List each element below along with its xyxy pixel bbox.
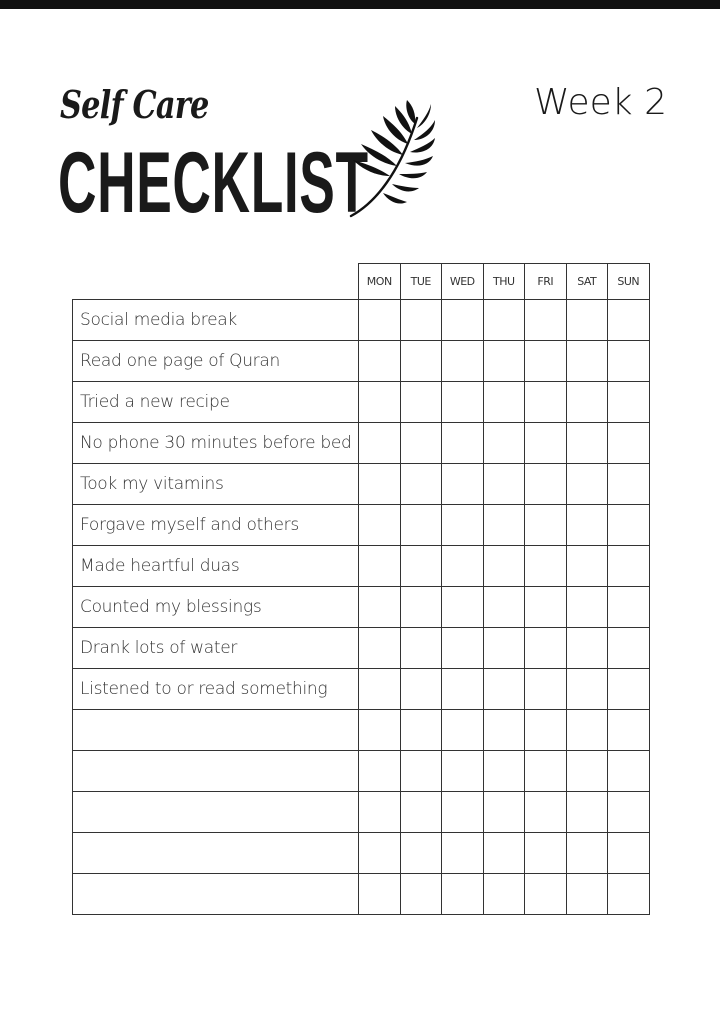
checkbox-sun[interactable]	[608, 751, 650, 792]
checkbox-sat[interactable]	[566, 874, 608, 915]
checkbox-mon[interactable]	[359, 587, 401, 628]
checkbox-fri[interactable]	[525, 341, 567, 382]
checkbox-fri[interactable]	[525, 751, 567, 792]
checkbox-thu[interactable]	[483, 710, 525, 751]
checkbox-thu[interactable]	[483, 669, 525, 710]
table-row	[73, 669, 650, 710]
table-row	[73, 833, 650, 874]
checkbox-wed[interactable]	[442, 423, 484, 464]
day-header-mon: MON	[359, 264, 401, 300]
checkbox-wed[interactable]	[442, 546, 484, 587]
checkbox-tue[interactable]	[400, 300, 442, 341]
checkbox-fri[interactable]	[525, 710, 567, 751]
day-header-tue: TUE	[400, 264, 442, 300]
checkbox-sat[interactable]	[566, 710, 608, 751]
checkbox-sat[interactable]	[566, 423, 608, 464]
checkbox-wed[interactable]	[442, 669, 484, 710]
checkbox-wed[interactable]	[442, 587, 484, 628]
checkbox-sat[interactable]	[566, 546, 608, 587]
checkbox-sun[interactable]	[608, 423, 650, 464]
checkbox-tue[interactable]	[400, 833, 442, 874]
checkbox-wed[interactable]	[442, 874, 484, 915]
checkbox-thu[interactable]	[483, 546, 525, 587]
checkbox-tue[interactable]	[400, 423, 442, 464]
checkbox-sat[interactable]	[566, 341, 608, 382]
checkbox-wed[interactable]	[442, 710, 484, 751]
checkbox-tue[interactable]	[400, 751, 442, 792]
checkbox-mon[interactable]	[359, 833, 401, 874]
checkbox-tue[interactable]	[400, 710, 442, 751]
checkbox-mon[interactable]	[359, 874, 401, 915]
checkbox-sat[interactable]	[566, 669, 608, 710]
checkbox-sun[interactable]	[608, 382, 650, 423]
task-label[interactable]: Counted my blessings	[73, 587, 359, 628]
checkbox-sat[interactable]	[566, 628, 608, 669]
task-label[interactable]: Took my vitamins	[73, 464, 359, 505]
checkbox-wed[interactable]	[442, 505, 484, 546]
checkbox-fri[interactable]	[525, 628, 567, 669]
task-label[interactable]	[73, 874, 359, 915]
checkbox-fri[interactable]	[525, 423, 567, 464]
checkbox-sat[interactable]	[566, 587, 608, 628]
checkbox-sat[interactable]	[566, 505, 608, 546]
table-row	[73, 300, 650, 341]
checkbox-fri[interactable]	[525, 669, 567, 710]
task-label[interactable]: Listened to or read something	[73, 669, 359, 710]
checkbox-mon[interactable]	[359, 751, 401, 792]
checkbox-mon[interactable]	[359, 423, 401, 464]
day-header-sat: SAT	[566, 264, 608, 300]
palm-leaf-icon	[345, 98, 435, 223]
checkbox-sat[interactable]	[566, 300, 608, 341]
checkbox-wed[interactable]	[442, 382, 484, 423]
task-label[interactable]: Social media break	[73, 300, 359, 341]
checkbox-sun[interactable]	[608, 669, 650, 710]
checkbox-tue[interactable]	[400, 669, 442, 710]
checklist-table	[72, 263, 650, 915]
task-label[interactable]: Drank lots of water	[73, 628, 359, 669]
checkbox-tue[interactable]	[400, 505, 442, 546]
checkbox-wed[interactable]	[442, 628, 484, 669]
checkbox-sun[interactable]	[608, 505, 650, 546]
task-label[interactable]	[73, 751, 359, 792]
checkbox-mon[interactable]	[359, 546, 401, 587]
table-row	[73, 423, 650, 464]
checkbox-fri[interactable]	[525, 546, 567, 587]
task-label[interactable]: Made heartful duas	[73, 546, 359, 587]
checkbox-wed[interactable]	[442, 792, 484, 833]
checkbox-thu[interactable]	[483, 874, 525, 915]
task-label[interactable]	[73, 792, 359, 833]
checkbox-sun[interactable]	[608, 874, 650, 915]
checkbox-fri[interactable]	[525, 792, 567, 833]
checkbox-thu[interactable]	[483, 341, 525, 382]
task-label[interactable]: No phone 30 minutes before bed	[73, 423, 359, 464]
checkbox-thu[interactable]	[483, 792, 525, 833]
checkbox-wed[interactable]	[442, 300, 484, 341]
checkbox-sun[interactable]	[608, 300, 650, 341]
checkbox-sun[interactable]	[608, 792, 650, 833]
checkbox-sun[interactable]	[608, 628, 650, 669]
checkbox-thu[interactable]	[483, 382, 525, 423]
checkbox-thu[interactable]	[483, 751, 525, 792]
checkbox-wed[interactable]	[442, 464, 484, 505]
checkbox-mon[interactable]	[359, 464, 401, 505]
day-header-thu: THU	[483, 264, 525, 300]
checkbox-tue[interactable]	[400, 628, 442, 669]
table-row	[73, 382, 650, 423]
table-row	[73, 464, 650, 505]
checkbox-mon[interactable]	[359, 628, 401, 669]
checkbox-sat[interactable]	[566, 382, 608, 423]
checkbox-sat[interactable]	[566, 833, 608, 874]
main-title: CHECKLIST	[58, 135, 369, 231]
checkbox-mon[interactable]	[359, 792, 401, 833]
checkbox-thu[interactable]	[483, 464, 525, 505]
day-header-wed: WED	[442, 264, 484, 300]
task-label[interactable]: Tried a new recipe	[73, 382, 359, 423]
checkbox-mon[interactable]	[359, 710, 401, 751]
week-label: Week 2	[534, 82, 667, 123]
script-title: Self Care	[60, 82, 209, 127]
task-list	[73, 300, 650, 915]
checkbox-fri[interactable]	[525, 505, 567, 546]
checkbox-mon[interactable]	[359, 505, 401, 546]
task-label[interactable]	[73, 710, 359, 751]
task-label[interactable]: Read one page of Quran	[73, 341, 359, 382]
table-row	[73, 505, 650, 546]
checkbox-thu[interactable]	[483, 587, 525, 628]
checkbox-tue[interactable]	[400, 792, 442, 833]
task-label[interactable]	[73, 833, 359, 874]
checkbox-sun[interactable]	[608, 341, 650, 382]
checkbox-wed[interactable]	[442, 833, 484, 874]
checkbox-thu[interactable]	[483, 628, 525, 669]
table-row	[73, 751, 650, 792]
checkbox-fri[interactable]	[525, 382, 567, 423]
checkbox-sun[interactable]	[608, 546, 650, 587]
checkbox-mon[interactable]	[359, 300, 401, 341]
table-row	[73, 587, 650, 628]
table-row	[73, 874, 650, 915]
checkbox-sun[interactable]	[608, 464, 650, 505]
checkbox-sun[interactable]	[608, 587, 650, 628]
checkbox-thu[interactable]	[483, 300, 525, 341]
checkbox-sun[interactable]	[608, 833, 650, 874]
table-row	[73, 710, 650, 751]
table-row	[73, 628, 650, 669]
checkbox-mon[interactable]	[359, 382, 401, 423]
checkbox-wed[interactable]	[442, 341, 484, 382]
checkbox-mon[interactable]	[359, 341, 401, 382]
checkbox-fri[interactable]	[525, 833, 567, 874]
checkbox-tue[interactable]	[400, 341, 442, 382]
checkbox-thu[interactable]	[483, 505, 525, 546]
checkbox-fri[interactable]	[525, 464, 567, 505]
task-label[interactable]: Forgave myself and others	[73, 505, 359, 546]
checkbox-tue[interactable]	[400, 464, 442, 505]
checkbox-sat[interactable]	[566, 464, 608, 505]
checkbox-fri[interactable]	[525, 300, 567, 341]
checkbox-tue[interactable]	[400, 546, 442, 587]
checkbox-sun[interactable]	[608, 710, 650, 751]
day-header-sun: SUN	[608, 264, 650, 300]
checkbox-mon[interactable]	[359, 669, 401, 710]
checkbox-tue[interactable]	[400, 382, 442, 423]
table-row	[73, 341, 650, 382]
checkbox-fri[interactable]	[525, 587, 567, 628]
checkbox-tue[interactable]	[400, 587, 442, 628]
checkbox-wed[interactable]	[442, 751, 484, 792]
table-row	[73, 792, 650, 833]
checkbox-tue[interactable]	[400, 874, 442, 915]
checkbox-sat[interactable]	[566, 792, 608, 833]
checkbox-thu[interactable]	[483, 833, 525, 874]
table-row	[73, 546, 650, 587]
day-header-fri: FRI	[525, 264, 567, 300]
checkbox-fri[interactable]	[525, 874, 567, 915]
day-header-row	[73, 264, 650, 300]
top-border-bar	[0, 0, 720, 9]
checkbox-sat[interactable]	[566, 751, 608, 792]
header-blank-cell	[73, 264, 359, 300]
checkbox-thu[interactable]	[483, 423, 525, 464]
